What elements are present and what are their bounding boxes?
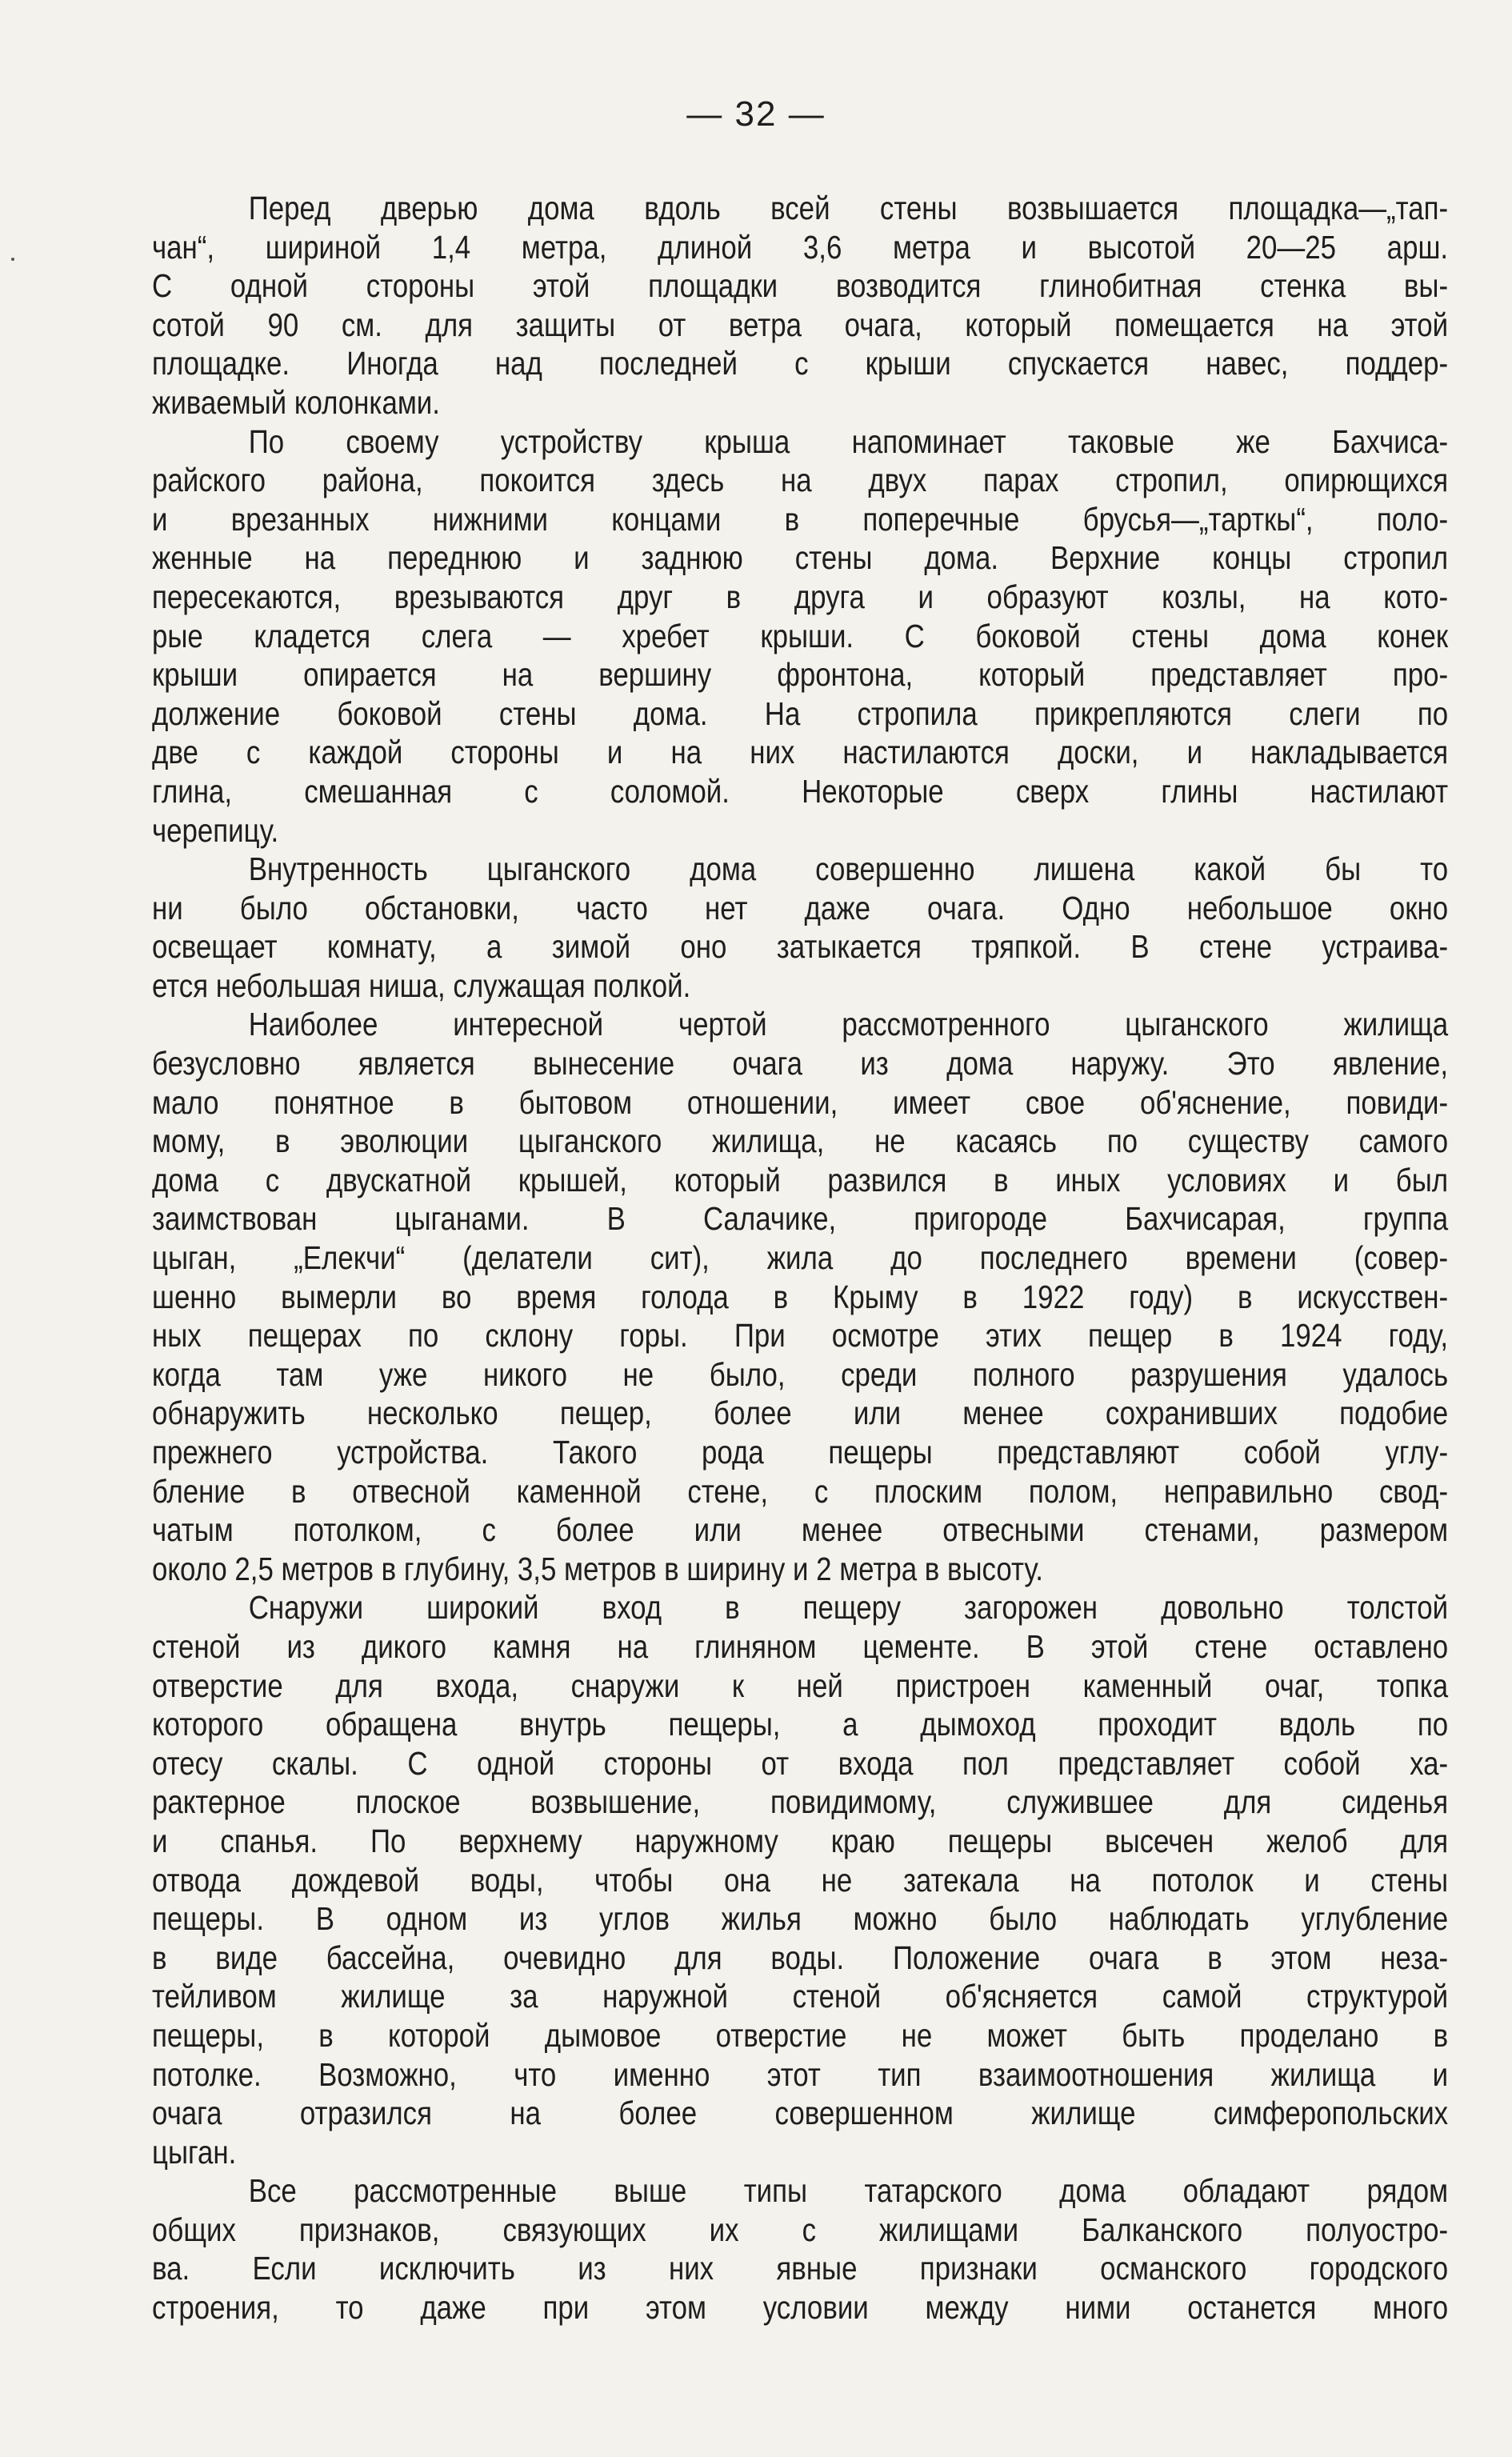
text-line: пещеры, в которой дымовое отверстие не может быть проделано в: [152, 2016, 1449, 2054]
text-line: глина, смешанная с соломой. Некоторые сверх глины настилают: [152, 772, 1449, 810]
text-line: отверстие для входа, снаружи к ней пристроен каменный очаг, топка: [152, 1667, 1449, 1704]
text-line: должение боковой стены дома. На стропила прикрепляются слеги по: [152, 694, 1449, 732]
text-line: общих признаков, связующих их с жилищами Балканского полуостро-: [152, 2211, 1449, 2248]
text-line: в виде бассейна, очевидно для воды. Положение очага в этом неза-: [152, 1939, 1449, 1976]
text-line: обнаружить несколько пещер, более или менее сохранивших подобие: [152, 1395, 1449, 1432]
text-line: черепицу.: [152, 811, 279, 849]
text-line: дома с двускатной крышей, который развился в иных условиях и был: [152, 1161, 1449, 1198]
text-line: две с каждой стороны и на них настилаются доски, и накладывается: [152, 734, 1449, 771]
text-line: освещает комнату, а зимой оно затыкается тряпкой. В стене устраива-: [152, 928, 1449, 966]
text-line: около 2,5 метров в глубину, 3,5 метров в ширину и 2 метра в высоту.: [152, 1550, 1043, 1587]
text-line: Наиболее интересной чертой рассмотренного цыганского жилища: [248, 1006, 1449, 1043]
page-number: — 32 —: [686, 94, 826, 134]
paragraph: [152, 2171, 1448, 2327]
text-line: отвода дождевой воды, чтобы она не затекала на потолок и стены: [152, 1861, 1449, 1899]
paragraph: [152, 422, 1448, 850]
text-line: пересекаются, врезываются друг в друга и образуют козлы, на кото-: [152, 578, 1449, 615]
text-line: мому, в эволюции цыганского жилища, не касаясь по существу самого: [152, 1122, 1449, 1160]
scan-speck: [11, 258, 14, 261]
text-line: Перед дверью дома вдоль всей стены возвышается площадка—„тап-: [248, 190, 1449, 226]
text-line: живаемый колонками.: [152, 383, 440, 421]
text-line: цыган, „Елекчи“ (делатели сит), жила до последнего времени (совер-: [152, 1239, 1449, 1277]
text-line: площадке. Иногда над последней с крыши спускается навес, поддер-: [152, 345, 1449, 382]
text-line: безусловно является вынесение очага из дома наружу. Это явление,: [152, 1045, 1449, 1082]
paragraph: [152, 850, 1448, 1005]
text-line: стеной из дикого камня на глиняном цементе. В этой стене оставлено: [152, 1627, 1449, 1665]
text-line: По своему устройству крыша напоминает таковые же Бахчиса-: [248, 422, 1449, 460]
text-line: и спанья. По верхнему наружному краю пещеры высечен желоб для: [152, 1822, 1449, 1859]
text-line: райского района, покоится здесь на двух парах стропил, опирющихся: [152, 462, 1449, 499]
paragraph: [152, 189, 1448, 422]
text-line: когда там уже никого не было, среди полного разрушения удалось: [152, 1355, 1449, 1393]
text-line: прежнего устройства. Такого рода пещеры представляют собой углу-: [152, 1434, 1449, 1471]
text-line: и врезанных нижними концами в поперечные брусья—„тарткы“, поло-: [152, 500, 1449, 538]
text-line: строения, то даже при этом условии между ними останется много: [152, 2289, 1449, 2327]
text-line: ни было обстановки, часто нет даже очага. Одно небольшое окно: [152, 889, 1449, 926]
text-line: женные на переднюю и заднюю стены дома. Верхние концы стропил: [152, 539, 1449, 577]
text-line: шенно вымерли во время голода в Крыму в 1922 году) в искусствен-: [152, 1278, 1449, 1315]
text-line: тейливом жилище за наружной стеной об'ясняется самой структурой: [152, 1978, 1449, 2015]
text-line: отесу скалы. С одной стороны от входа пол представляет собой ха-: [152, 1744, 1449, 1782]
paragraph: [152, 1588, 1448, 2171]
body-text: [152, 189, 1448, 2327]
text-line: заимствован цыганами. В Салачике, пригороде Бахчисарая, группа: [152, 1200, 1449, 1238]
text-line: чан“, шириной 1,4 метра, длиной 3,6 метра и высотой 20—25 арш.: [152, 228, 1449, 266]
text-line: цыган.: [152, 2133, 237, 2171]
text-line: мало понятное в бытовом отношении, имеет свое об'яснение, повиди-: [152, 1083, 1449, 1121]
text-line: потолке. Возможно, что именно этот тип взаимоотношения жилища и: [152, 2055, 1449, 2093]
text-line: очага отразился на более совершенном жилище симферопольских: [152, 2095, 1449, 2132]
text-line: ва. Если исключить из них явные признаки османского городского: [152, 2250, 1449, 2287]
text-line: Все рассмотренные выше типы татарского дома обладают рядом: [248, 2172, 1449, 2210]
text-line: чатым потолком, с более или менее отвесными стенами, размером: [152, 1511, 1449, 1549]
text-line: Снаружи широкий вход в пещеру загорожен довольно толстой: [248, 1589, 1449, 1627]
text-line: рактерное плоское возвышение, повидимому, служившее для сиденья: [152, 1783, 1449, 1821]
text-line: пещеры. В одном из углов жилья можно было наблюдать углубление: [152, 1900, 1449, 1938]
text-line: бление в отвесной каменной стене, с плоским полом, неправильно свод-: [152, 1472, 1449, 1510]
paragraph: [152, 1005, 1448, 1588]
text-line: С одной стороны этой площадки возводится глинобитная стенка вы-: [152, 267, 1449, 305]
text-line: сотой 90 см. для защиты от ветра очага, который помещается на этой: [152, 306, 1449, 343]
text-line: крыши опирается на вершину фронтона, который представляет про-: [152, 656, 1449, 694]
text-line: Внутренность цыганского дома совершенно лишена какой бы то: [248, 850, 1449, 888]
text-line: ется небольшая ниша, служащая полкой.: [152, 966, 691, 1004]
text-line: рые кладется слега — хребет крыши. С боковой стены дома конек: [152, 617, 1449, 654]
text-line: ных пещерах по склону горы. При осмотре этих пещер в 1924 году,: [152, 1317, 1449, 1355]
text-line: которого обращена внутрь пещеры, а дымоход проходит вдоль по: [152, 1706, 1449, 1743]
